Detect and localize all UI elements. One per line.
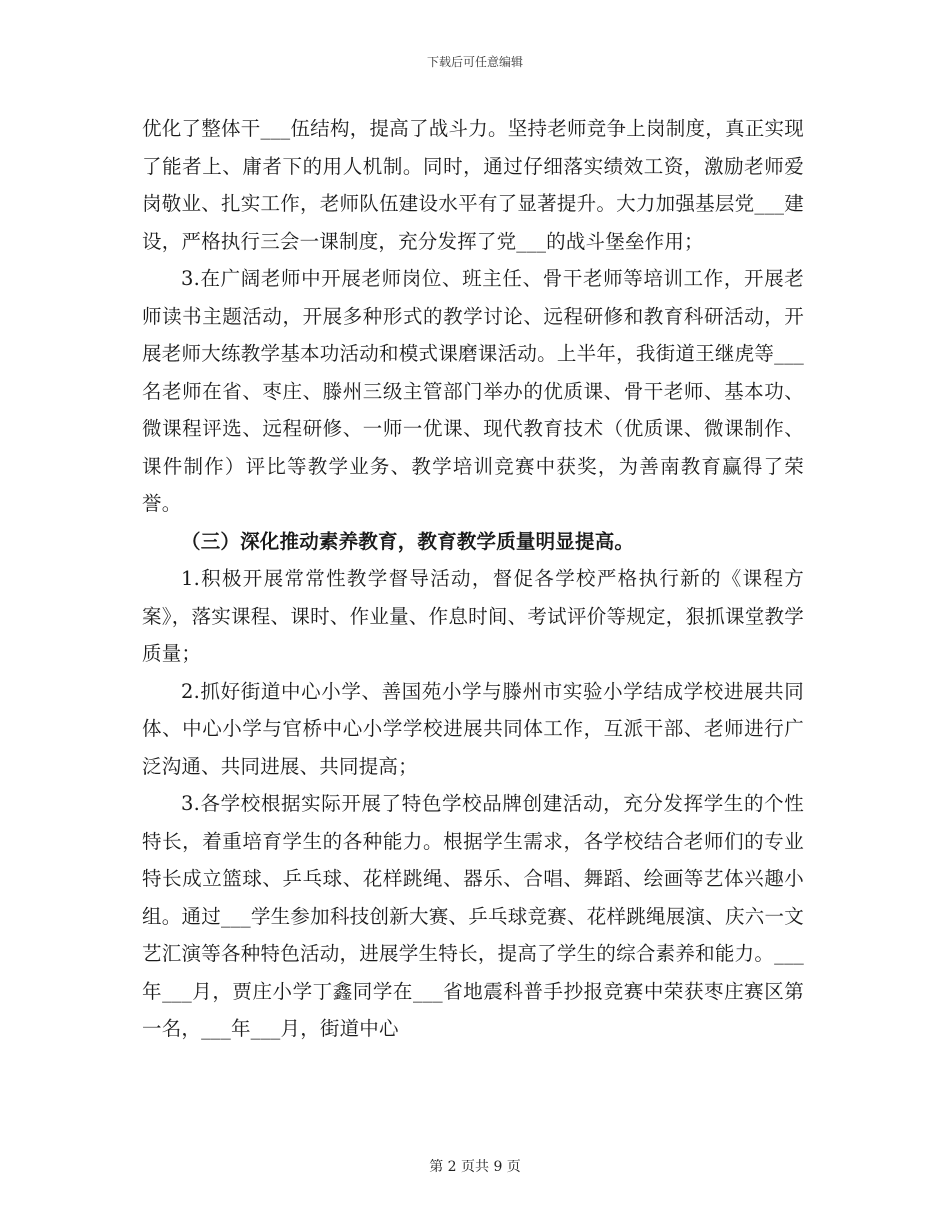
section-heading-quality-education: （三）深化推动素养教育，教育教学质量明显提高。 bbox=[181, 529, 635, 553]
paragraph-teaching-supervision: 1.积极开展常常性教学督导活动，督促各学校严格执行新的《课程方案》，落实课程、课时、作业量、作息时间、考试评价等规定，狠抓课堂教学质量； bbox=[142, 567, 804, 665]
paragraph-school-community: 2.抓好街道中心小学、善国苑小学与滕州市实验小学结成学校进展共同体、中心小学与官桥中心小学学校进展共同体工作，互派干部、老师进行广泛沟通、共同进展、共同提高； bbox=[142, 679, 804, 778]
paragraph-teacher-training: 3.在广阔老师中开展老师岗位、班主任、骨干老师等培训工作，开展老师读书主题活动，开展多种形式的教学讨论、远程研修和教育科研活动，开展老师大练教学基本功活动和模式课磨课活动。上半年，我街道王继虎等___名老师在省、枣庄、滕州三级主管部门举办的优质课、骨干老师、基本功、微课程评选、远程研修、一师一优课、现代教育技术（优质课、微课制作、课件制作）评比等教学业务、教学培训竞赛中获奖，为善南教育赢得了荣誉。 bbox=[142, 267, 804, 515]
paragraph-featured-activities: 3.各学校根据实际开展了特色学校品牌创建活动，充分发挥学生的个性特长，着重培育学生的各种能力。根据学生需求，各学校结合老师们的专业特长成立篮球、乒乓球、花样跳绳、器乐、合唱、舞蹈、绘画等艺体兴趣小组。通过___学生参加科技创新大赛、乒乓球竞赛、花样跳绳展演、庆六一文艺汇演等各种特色活动，进展学生特长，提高了学生的综合素养和能力。___年___月，贾庄小学丁鑫同学在___省地震科普手抄报竞赛中荣获枣庄赛区第一名，___年___月，街道中心 bbox=[142, 792, 804, 1040]
paragraph-team-structure: 优化了整体干___伍结构，提高了战斗力。坚持老师竞争上岗制度，真正实现了能者上、庸者下的用人机制。同时，通过仔细落实绩效工资，激励老师爱岗敬业、扎实工作，老师队伍建设水平有了显著提升。大力加强基层党___建设，严格执行三会一课制度，充分发挥了党___的战斗堡垒作用； bbox=[142, 117, 804, 253]
page-number: 第 2 页共 9 页 bbox=[429, 1159, 521, 1175]
page-header-note: 下载后可任意编辑 bbox=[426, 55, 523, 69]
document-body bbox=[142, 110, 804, 1048]
